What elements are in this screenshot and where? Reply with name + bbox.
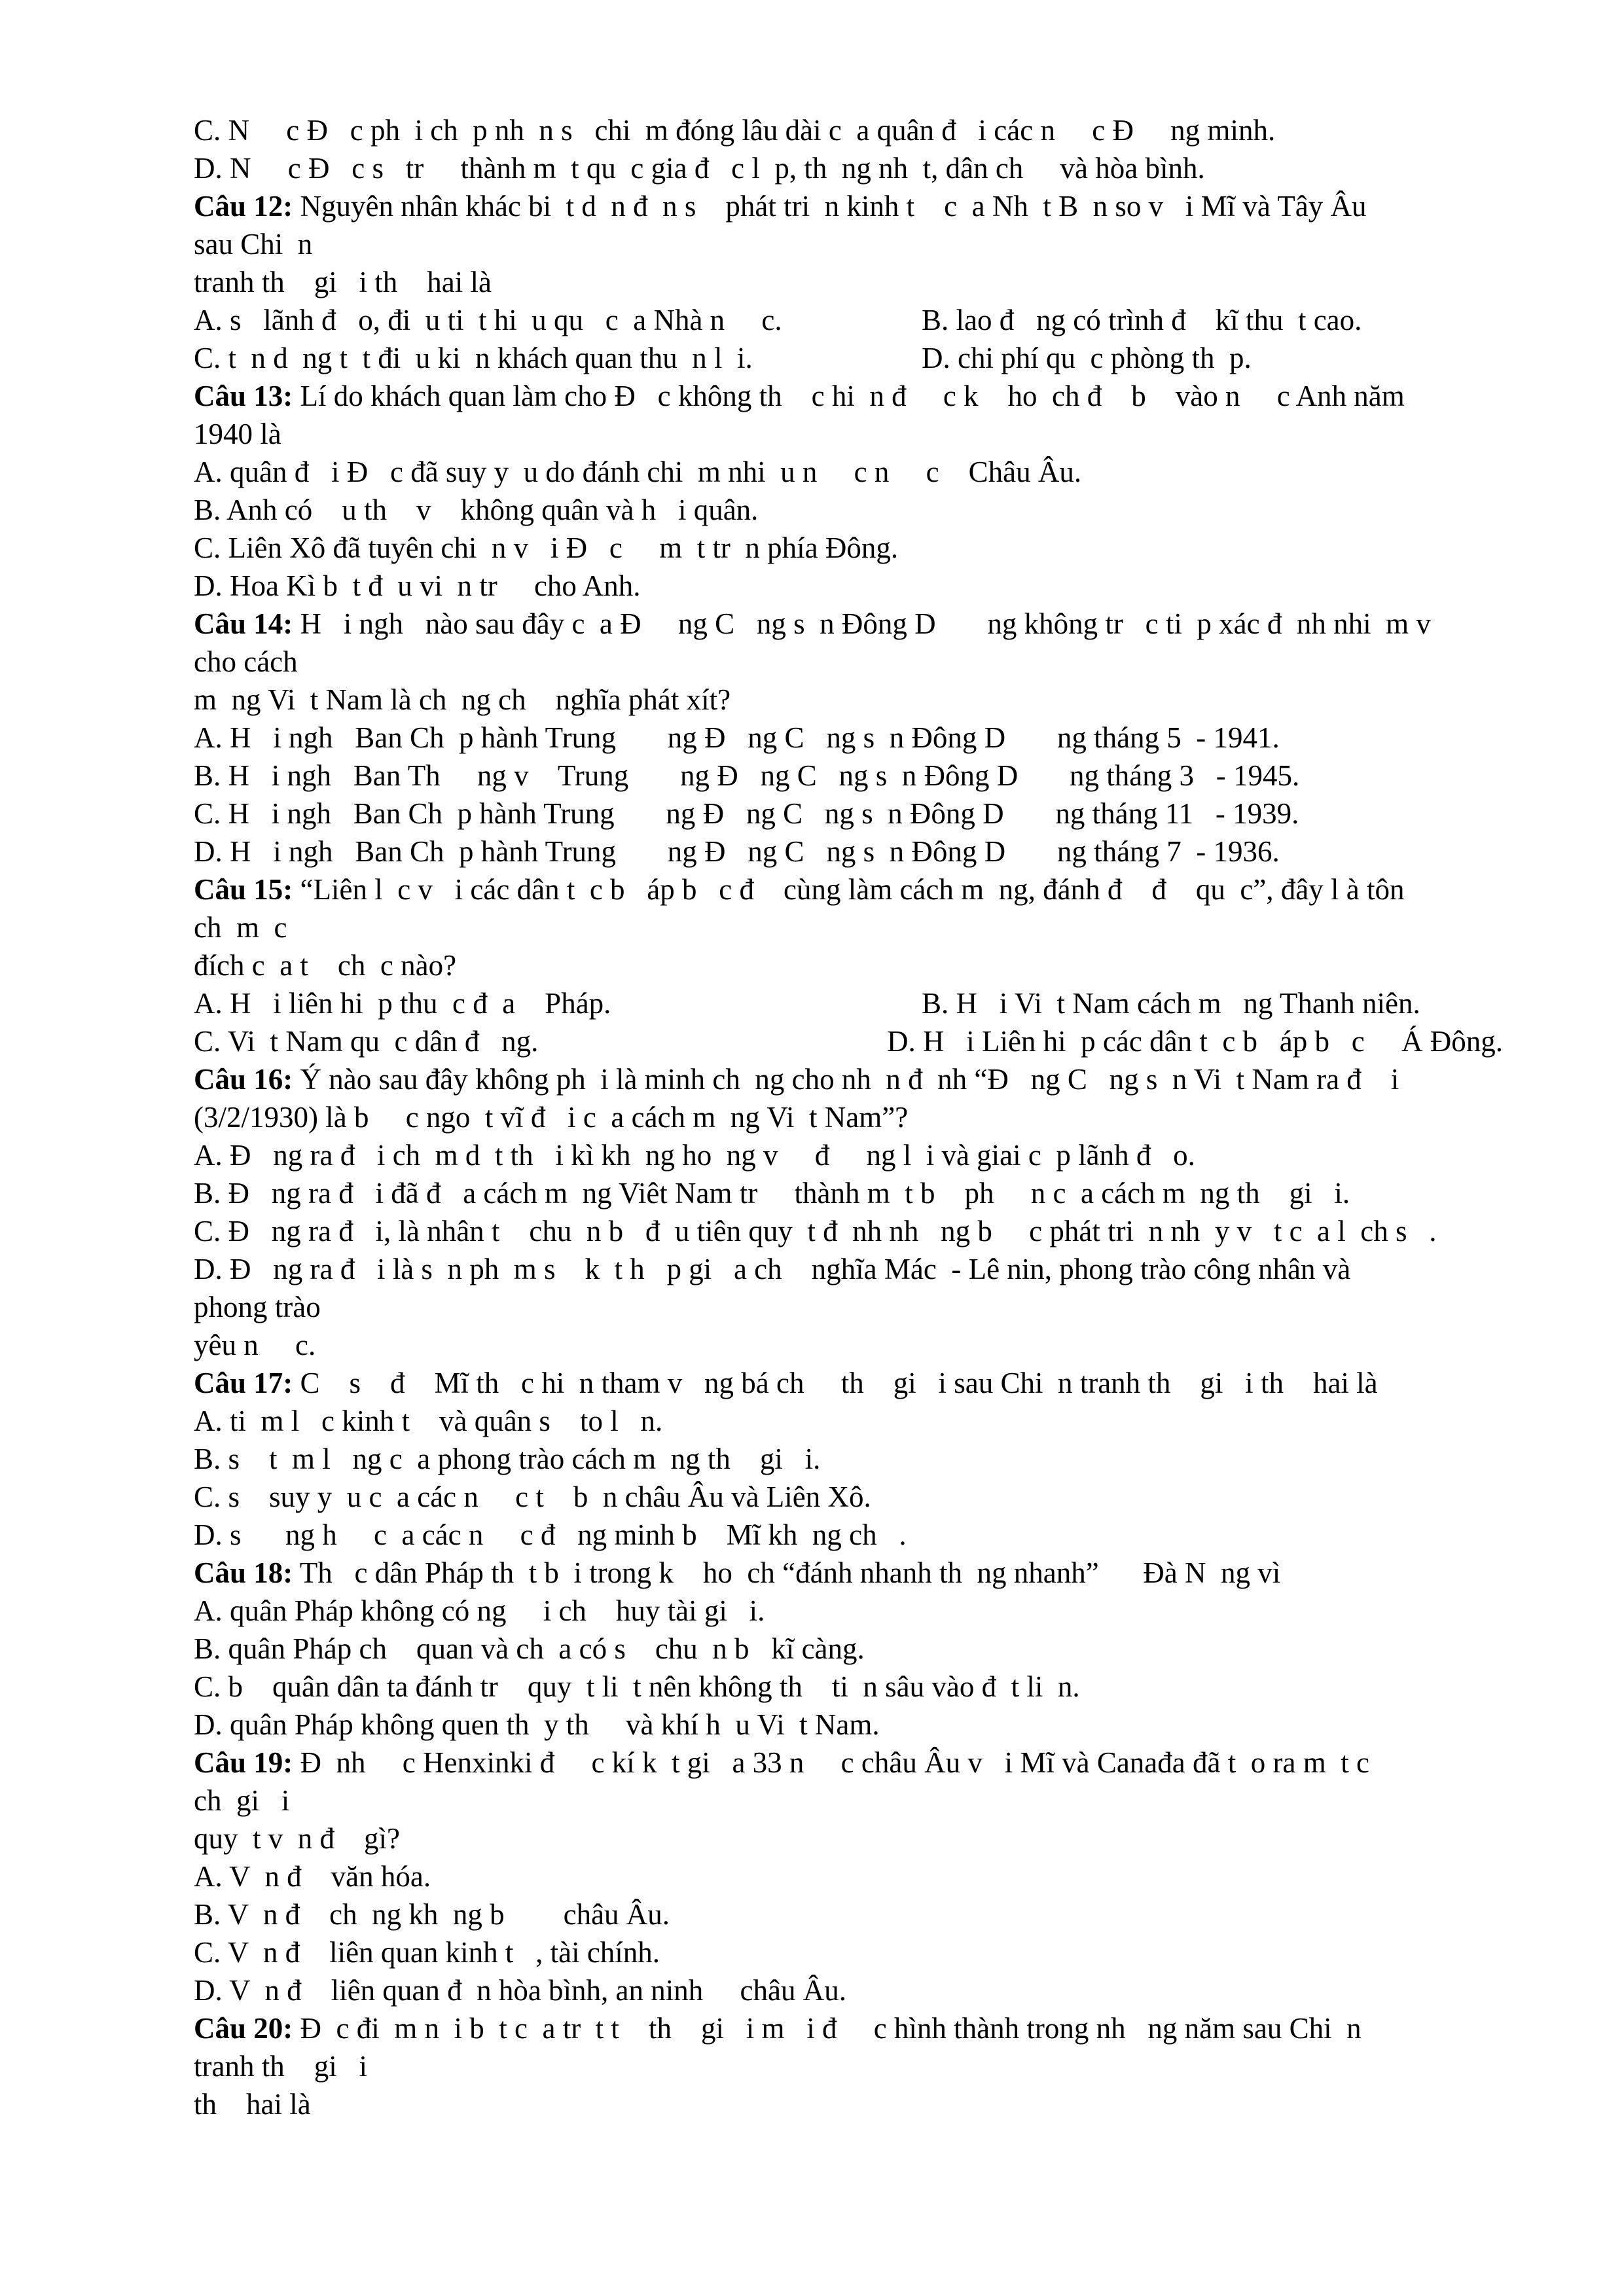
line-text: “Liên l c v i các dân t c b áp b c đ cùng làm cách m ng, đánh đ đ qu c”, đây l à tôn <box>293 873 1405 906</box>
text-line <box>194 567 1503 605</box>
answer-option: D. chi phí qu c phòng th p. <box>922 342 1252 374</box>
answer-option: C. t n d ng t t đi u ki n khách quan thu n l i. <box>194 342 753 374</box>
line-text: B. s t m l ng c a phong trào cách m ng th gi i. <box>194 1443 821 1475</box>
question-number: Câu 16: <box>194 1063 293 1096</box>
line-text: B. quân Pháp ch quan và ch a có s chu n b kĩ càng. <box>194 1632 865 1665</box>
line-text: Ý nào sau đây không ph i là minh ch ng cho nh n đ nh “Đ ng C ng s n Vi t Nam ra đ i <box>293 1063 1399 1096</box>
text-line <box>194 1744 1503 1782</box>
line-text: D. V n đ liên quan đ n hòa bình, an ninh châu Âu. <box>194 1974 846 2007</box>
line-text: đích c a t ch c nào? <box>194 949 457 982</box>
line-text: A. V n đ văn hóa. <box>194 1860 431 1893</box>
question-number: Câu 17: <box>194 1367 293 1399</box>
text-line <box>194 2047 1503 2085</box>
text-line <box>194 415 1503 453</box>
text-line <box>194 1288 1503 1326</box>
line-text: Lí do khách quan làm cho Đ c không th c hi n đ c k ho ch đ b vào n c Anh năm <box>293 380 1405 412</box>
text-line <box>194 984 1503 1022</box>
text-line <box>194 111 1503 149</box>
answer-option: A. H i liên hi p thu c đ a Pháp. <box>194 987 611 1020</box>
text-line <box>194 833 1503 870</box>
text-line <box>194 1933 1503 1971</box>
line-text: D. s ng h c a các n c đ ng minh b Mĩ kh ng ch . <box>194 1518 907 1551</box>
line-text: C. Liên Xô đã tuyên chi n v i Đ c m t tr n phía Đông. <box>194 531 899 564</box>
text-line <box>194 1820 1503 1857</box>
line-text: C. s suy y u c a các n c t b n châu Âu và Liên Xô. <box>194 1480 871 1513</box>
line-text: A. quân đ i Đ c đã suy y u do đánh chi m nhi u n c n c Châu Âu. <box>194 456 1082 488</box>
question-number: Câu 13: <box>194 380 293 412</box>
text-line <box>194 1250 1503 1288</box>
text-line <box>194 301 1503 339</box>
text-line <box>194 2085 1503 2123</box>
text-line <box>194 1364 1503 1402</box>
text-line <box>194 681 1503 719</box>
text-line <box>194 1895 1503 1933</box>
text-line <box>194 719 1503 757</box>
document-page <box>194 111 1503 2123</box>
line-text: A. quân Pháp không có ng i ch huy tài gi i. <box>194 1594 765 1627</box>
line-text: A. Đ ng ra đ i ch m d t th i kì kh ng ho ng v đ ng l i và giai c p lãnh đ o. <box>194 1139 1195 1172</box>
line-text: tranh th gi i <box>194 2050 367 2083</box>
line-text: ch gi i <box>194 1784 290 1817</box>
line-text: C. b quân dân ta đánh tr quy t li t nên không th ti n sâu vào đ t li n. <box>194 1670 1080 1703</box>
line-text: Đ nh c Henxinki đ c kí k t gi a 33 n c châu Âu v i Mĩ và Canađa đã t o ra m t c <box>293 1746 1369 1779</box>
line-text: D. quân Pháp không quen th y th và khí h u Vi t Nam. <box>194 1708 880 1741</box>
text-line <box>194 187 1503 225</box>
text-line <box>194 1136 1503 1174</box>
text-line <box>194 1440 1503 1478</box>
line-text: D. Hoa Kì b t đ u vi n tr cho Anh. <box>194 569 641 602</box>
text-line <box>194 263 1503 301</box>
line-text: sau Chi n <box>194 228 313 260</box>
text-line <box>194 1022 1503 1060</box>
line-text: B. Đ ng ra đ i đã đ a cách m ng Viêt Nam tr thành m t b ph n c a cách m ng th gi i. <box>194 1177 1350 1210</box>
text-line <box>194 2009 1503 2047</box>
text-line <box>194 529 1503 567</box>
text-line <box>194 149 1503 187</box>
line-text: phong trào <box>194 1291 321 1323</box>
text-line <box>194 225 1503 263</box>
text-line <box>194 908 1503 946</box>
question-number: Câu 14: <box>194 607 293 640</box>
line-text: C. Đ ng ra đ i, là nhân t chu n b đ u tiên quy t đ nh nh ng b c phát tri n nh y v t c a l ch s . <box>194 1215 1437 1247</box>
text-line <box>194 605 1503 643</box>
text-line <box>194 643 1503 681</box>
line-text: (3/2/1930) là b c ngo t vĩ đ i c a cách m ng Vi t Nam”? <box>194 1101 909 1134</box>
text-line <box>194 1782 1503 1820</box>
text-line <box>194 1098 1503 1136</box>
text-line <box>194 1478 1503 1516</box>
text-line <box>194 1516 1503 1554</box>
line-text: C. N c Đ c ph i ch p nh n s chi m đóng lâu dài c a quân đ i các n c Đ ng minh. <box>194 114 1276 147</box>
text-line <box>194 946 1503 984</box>
line-text: Đ c đi m n i b t c a tr t t th gi i m i đ c hình thành trong nh ng năm sau Chi n <box>293 2012 1362 2045</box>
text-line <box>194 1174 1503 1212</box>
line-text: Th c dân Pháp th t b i trong k ho ch “đánh nhanh th ng nhanh” Đà N ng vì <box>293 1556 1281 1589</box>
question-number: Câu 15: <box>194 873 293 906</box>
line-text: D. Đ ng ra đ i là s n ph m s k t h p gi a ch nghĩa Mác - Lê nin, phong trào công nhân và <box>194 1253 1351 1285</box>
line-text: B. V n đ ch ng kh ng b châu Âu. <box>194 1898 670 1931</box>
line-text: cho cách <box>194 645 298 678</box>
text-line <box>194 1060 1503 1098</box>
text-line <box>194 795 1503 833</box>
answer-option: D. H i Liên hi p các dân t c b áp b c Á Đông. <box>886 1025 1503 1058</box>
line-text: B. Anh có u th v không quân và h i quân. <box>194 493 759 526</box>
text-line <box>194 339 1503 377</box>
line-text: tranh th gi i th hai là <box>194 266 492 298</box>
line-text: D. H i ngh Ban Ch p hành Trung ng Đ ng C ng s n Đông D ng tháng 7 - 1936. <box>194 835 1280 868</box>
answer-option: B. lao đ ng có trình đ kĩ thu t cao. <box>922 304 1362 336</box>
line-text: A. ti m l c kinh t và quân s to l n. <box>194 1405 663 1437</box>
text-line <box>194 453 1503 491</box>
line-text: 1940 là <box>194 418 281 450</box>
line-text: C. H i ngh Ban Ch p hành Trung ng Đ ng C ng s n Đông D ng tháng 11 - 1939. <box>194 797 1299 830</box>
text-line <box>194 491 1503 529</box>
line-text: D. N c Đ c s tr thành m t qu c gia đ c l p, th ng nh t, dân ch và hòa bình. <box>194 152 1205 185</box>
line-text: C. V n đ liên quan kinh t , tài chính. <box>194 1936 660 1969</box>
answer-option: C. Vi t Nam qu c dân đ ng. <box>194 1025 539 1058</box>
text-line <box>194 1554 1503 1592</box>
line-text: quy t v n đ gì? <box>194 1822 400 1855</box>
text-line <box>194 1212 1503 1250</box>
line-text: B. H i ngh Ban Th ng v Trung ng Đ ng C ng s n Đông D ng tháng 3 - 1945. <box>194 759 1300 792</box>
text-line <box>194 1402 1503 1440</box>
text-line <box>194 1630 1503 1668</box>
line-text: m ng Vi t Nam là ch ng ch nghĩa phát xít? <box>194 683 731 716</box>
answer-option: A. s lãnh đ o, đi u ti t hi u qu c a Nhà n c. <box>194 304 782 336</box>
question-number: Câu 12: <box>194 190 293 223</box>
text-line <box>194 1668 1503 1706</box>
line-text: yêu n c. <box>194 1329 316 1361</box>
text-line <box>194 1857 1503 1895</box>
text-line <box>194 377 1503 415</box>
question-number: Câu 20: <box>194 2012 293 2045</box>
question-number: Câu 18: <box>194 1556 293 1589</box>
answer-option: B. H i Vi t Nam cách m ng Thanh niên. <box>922 987 1420 1020</box>
text-line <box>194 1326 1503 1364</box>
line-text: H i ngh nào sau đây c a Đ ng C ng s n Đông D ng không tr c ti p xác đ nh nhi m v <box>293 607 1431 640</box>
text-line <box>194 1592 1503 1630</box>
line-text: ch m c <box>194 911 287 944</box>
line-text: C s đ Mĩ th c hi n tham v ng bá ch th gi i sau Chi n tranh th gi i th hai là <box>293 1367 1378 1399</box>
text-line <box>194 757 1503 795</box>
text-line <box>194 1971 1503 2009</box>
line-text: A. H i ngh Ban Ch p hành Trung ng Đ ng C ng s n Đông D ng tháng 5 - 1941. <box>194 721 1280 754</box>
line-text: th hai là <box>194 2088 311 2121</box>
question-number: Câu 19: <box>194 1746 293 1779</box>
text-line <box>194 1706 1503 1744</box>
text-line <box>194 870 1503 908</box>
line-text: Nguyên nhân khác bi t d n đ n s phát tri n kinh t c a Nh t B n so v i Mĩ và Tây Âu <box>293 190 1367 223</box>
